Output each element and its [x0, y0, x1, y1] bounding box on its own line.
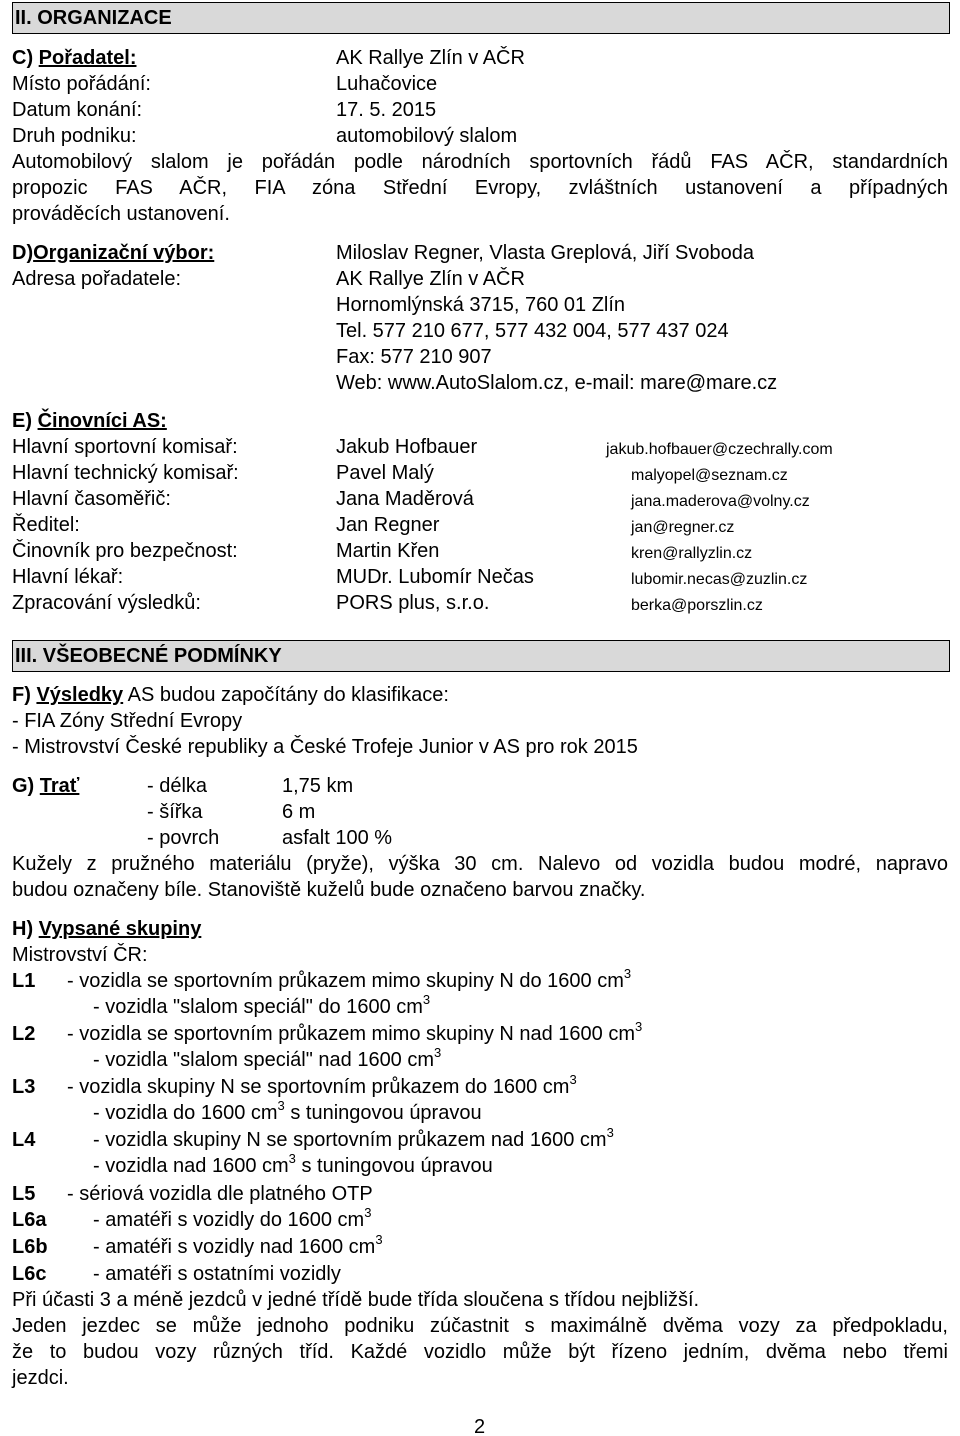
group-line: [93, 1234, 383, 1262]
official-name: PORS plus, s.r.o.: [336, 592, 490, 614]
organizer-label: [12, 45, 136, 71]
label-prefix: E): [12, 410, 38, 432]
official-email: jan@regner.cz: [631, 519, 735, 536]
group-line-text: - vozidla se sportovním průkazem mimo skupiny N do 1600 cm: [67, 970, 624, 992]
group-line-text: s tuningovou úpravou: [295, 1155, 493, 1177]
official-name: Jana Maděrová: [336, 488, 474, 510]
section-heading-podminky: III. VŠEOBECNÉ PODMÍNKY: [12, 640, 950, 672]
track-width-label: - šířka: [147, 801, 203, 823]
label-prefix: H): [12, 918, 39, 940]
group-line: - sériová vozidla dle platného OTP: [67, 1183, 373, 1205]
cones-paragraph-line: budou označeny bíle. Stanoviště kuželů bude označeno barvou značky.: [12, 879, 646, 901]
group-line-text: - vozidla se sportovním průkazem mimo skupiny N nad 1600 cm: [67, 1023, 636, 1045]
group-code: L1: [12, 970, 36, 992]
group-line: [67, 1021, 642, 1049]
page-number: 2: [474, 1416, 486, 1436]
results-item: - FIA Zóny Střední Evropy: [12, 710, 243, 732]
address-line: AK Rallye Zlín v AČR: [336, 268, 525, 290]
superscript: 3: [375, 1232, 383, 1247]
official-role: Ředitel:: [12, 514, 80, 536]
group-line: [93, 1207, 371, 1235]
group-line-text: - vozidla do 1600 cm: [93, 1102, 278, 1124]
track-length-label: - délka: [147, 775, 208, 797]
group-line-text: - vozidla skupiny N se sportovním průkazem nad 1600 cm: [93, 1129, 607, 1151]
official-name: MUDr. Lubomír Nečas: [336, 566, 534, 588]
superscript: 3: [606, 1125, 614, 1140]
official-role: Hlavní technický komisař:: [12, 462, 239, 484]
label-prefix: G): [12, 775, 40, 797]
group-line: [93, 1153, 493, 1181]
group-line-text: - vozidla nad 1600 cm: [93, 1155, 289, 1177]
group-code: L4: [12, 1129, 36, 1151]
committee-members: Miloslav Regner, Vlasta Greplová, Jiří Svoboda: [336, 242, 754, 264]
group-line-text: - vozidla "slalom speciál" do 1600 cm: [93, 996, 423, 1018]
track-length-value: 1,75 km: [282, 775, 354, 797]
superscript: 3: [422, 992, 431, 1007]
superscript: 3: [288, 1151, 296, 1166]
official-email: jakub.hofbauer@czechrally.com: [606, 441, 833, 458]
official-email: kren@rallyzlin.cz: [631, 545, 753, 562]
event-type-label: Druh podniku:: [12, 125, 137, 147]
groups-label: [12, 916, 201, 942]
driver-note-line: že to budou vozy různých tříd. Každé vozidlo může být řízeno jedním, dvěma nebo třemi: [12, 1341, 948, 1363]
group-line: [67, 968, 631, 996]
results-item: - Mistrovství České republiky a České Trofeje Junior v AS pro rok 2015: [12, 736, 638, 758]
committee-label: [12, 240, 214, 266]
label-prefix: D): [12, 242, 34, 264]
group-line: - amatéři s ostatními vozidly: [93, 1263, 341, 1285]
label-underlined: Pořadatel:: [38, 47, 137, 69]
official-email: malyopel@seznam.cz: [631, 467, 788, 484]
phone-numbers: Tel. 577 210 677, 577 432 004, 577 437 024: [336, 320, 729, 342]
driver-note-line: jezdci.: [12, 1367, 69, 1389]
official-email: jana.maderova@volny.cz: [631, 493, 810, 510]
event-type-value: automobilový slalom: [336, 125, 518, 147]
driver-note-line: Jeden jezdec se může jednoho podniku zúčastnit s maximálně dvěma vozy za předpokladu,: [12, 1315, 948, 1337]
track-width-value: 6 m: [282, 801, 316, 823]
place-label: Místo pořádání:: [12, 73, 151, 95]
results-text: AS budou započítány do klasifikace:: [123, 684, 449, 706]
official-email: lubomir.necas@zuzlin.cz: [631, 571, 808, 588]
superscript: 3: [277, 1098, 285, 1113]
track-surface-label: - povrch: [147, 827, 220, 849]
superscript: 3: [635, 1019, 643, 1034]
official-role: Činovník pro bezpečnost:: [12, 540, 238, 562]
label-underlined: Trať: [39, 775, 80, 797]
group-code: L6b: [12, 1236, 48, 1258]
cones-paragraph-line: Kužely z pružného materiálu (pryže), výška 30 cm. Nalevo od vozidla budou modré, napravo: [12, 853, 948, 875]
group-line: [93, 994, 430, 1022]
group-line: [93, 1127, 614, 1155]
official-role: Hlavní časoměřič:: [12, 488, 171, 510]
group-line: [93, 1100, 482, 1128]
official-role: Zpracování výsledků:: [12, 592, 201, 614]
group-line: [93, 1047, 441, 1075]
date-label: Datum konání:: [12, 99, 143, 121]
official-name: Pavel Malý: [336, 462, 434, 484]
superscript: 3: [364, 1205, 372, 1220]
official-role: Hlavní sportovní komisař:: [12, 436, 238, 458]
fax-number: Fax: 577 210 907: [336, 346, 492, 368]
label-prefix: C): [12, 47, 39, 69]
championship-label: Mistrovství ČR:: [12, 944, 148, 966]
group-code: L2: [12, 1023, 36, 1045]
official-role: Hlavní lékař:: [12, 566, 124, 588]
track-label: [12, 773, 79, 799]
merge-note: Při účasti 3 a méně jezdců v jedné třídě bude třída sloučena s třídou nejbližší.: [12, 1289, 700, 1311]
group-line-text: - vozidla skupiny N se sportovním průkazem do 1600 cm: [67, 1076, 570, 1098]
label-prefix: F): [12, 684, 37, 706]
superscript: 3: [434, 1045, 442, 1060]
label-underlined: Činovníci AS:: [37, 410, 167, 432]
results-heading: [12, 682, 449, 708]
group-code: L3: [12, 1076, 36, 1098]
address-line: Hornomlýnská 3715, 760 01 Zlín: [336, 294, 626, 316]
web-and-email: Web: www.AutoSlalom.cz, e-mail: mare@mare.cz: [336, 372, 778, 394]
label-underlined: Vypsané skupiny: [38, 918, 202, 940]
official-email: berka@porszlin.cz: [631, 597, 763, 614]
group-line-text: s tuningovou úpravou: [284, 1102, 482, 1124]
group-code: L6a: [12, 1209, 47, 1231]
label-underlined: Organizační výbor:: [33, 242, 215, 264]
label-underlined: Výsledky: [36, 684, 124, 706]
section-heading-organizace: II. ORGANIZACE: [12, 2, 950, 34]
date-value: 17. 5. 2015: [336, 99, 437, 121]
group-line-text: - vozidla "slalom speciál" nad 1600 cm: [93, 1049, 435, 1071]
rules-paragraph-line: prováděcích ustanovení.: [12, 203, 230, 225]
official-name: Martin Křen: [336, 540, 440, 562]
rules-paragraph-line: Automobilový slalom je pořádán podle národních sportovních řádů FAS AČR, standardních: [12, 151, 948, 173]
official-name: Jakub Hofbauer: [336, 436, 478, 458]
rules-paragraph-line: propozic FAS AČR, FIA zóna Střední Evropy, zvláštních ustanovení a případných: [12, 177, 948, 199]
group-line-text: - amatéři s vozidly do 1600 cm: [93, 1209, 365, 1231]
place-value: Luhačovice: [336, 73, 438, 95]
organizer-value: AK Rallye Zlín v AČR: [336, 47, 525, 69]
group-line: [67, 1074, 577, 1102]
group-line-text: - amatéři s vozidly nad 1600 cm: [93, 1236, 376, 1258]
address-label: Adresa pořadatele:: [12, 268, 182, 290]
group-code: L6c: [12, 1263, 47, 1285]
official-name: Jan Regner: [336, 514, 440, 536]
superscript: 3: [623, 966, 632, 981]
superscript: 3: [569, 1072, 577, 1087]
track-surface-value: asfalt 100 %: [282, 827, 393, 849]
officials-label: [12, 408, 167, 434]
group-code: L5: [12, 1183, 36, 1205]
